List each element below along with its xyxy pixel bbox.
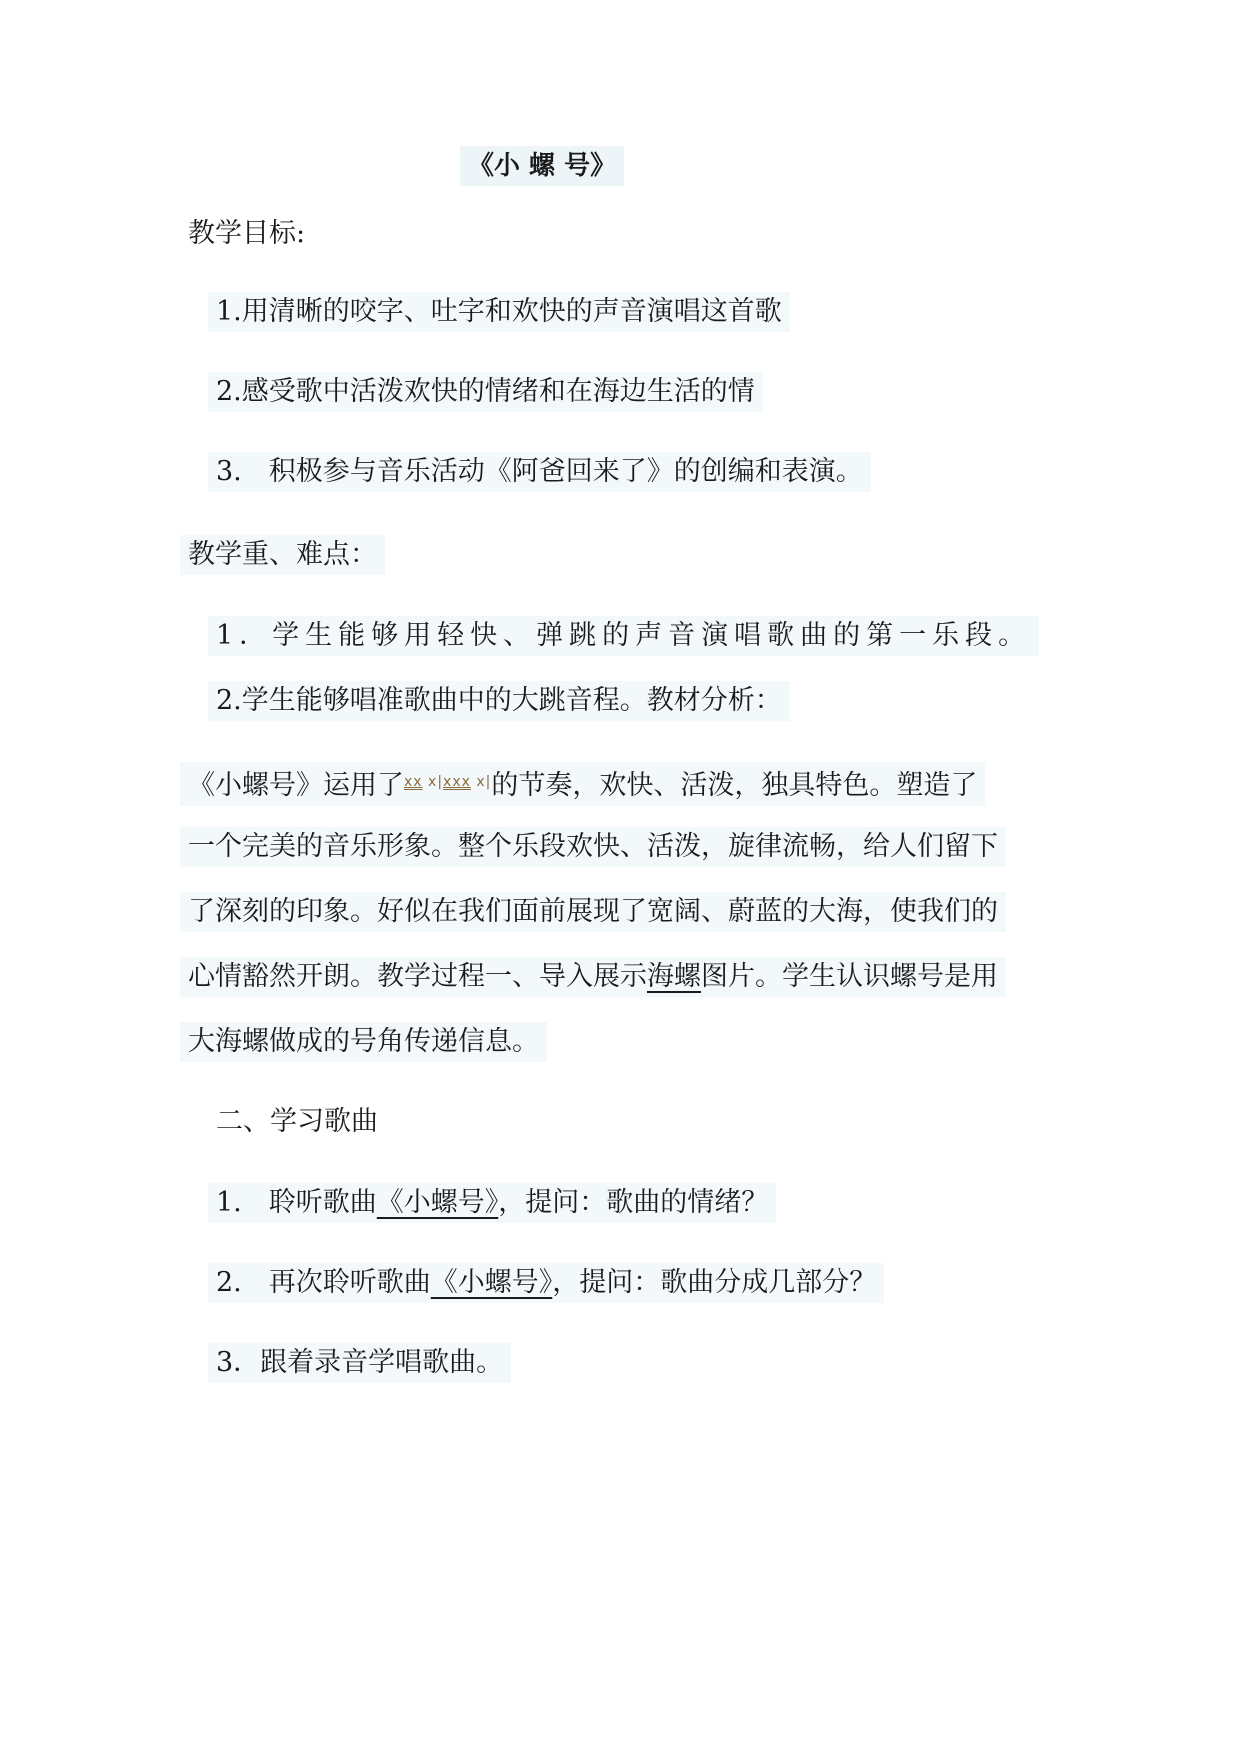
step-text: 1. 聆听歌曲 — [216, 1187, 377, 1218]
analysis-text: 的节奏，欢快、活泼，独具特色。塑造了 — [491, 770, 978, 801]
rhythm-notes: xxx — [443, 774, 471, 790]
analysis-line: 一个完美的音乐形象。整个乐段欢快、活泼，旋律流畅，给人们留下 — [180, 827, 1006, 867]
key-point-item: 2.学生能够唱准歌曲中的大跳音程。教材分析： — [208, 681, 790, 721]
step-item: 3．跟着录音学唱歌曲。 — [208, 1343, 511, 1383]
song-link[interactable]: 《小螺号》 — [430, 1267, 553, 1298]
step-text: 2. 再次聆听歌曲 — [216, 1267, 431, 1298]
key-point-item: 1．学生能够用轻快、弹跳的声音演唱歌曲的第一乐段。 — [208, 616, 1039, 656]
analysis-line: 大海螺做成的号角传递信息。 — [180, 1022, 547, 1062]
section2-heading: 二、学习歌曲 — [216, 1106, 378, 1137]
analysis-text: 心情豁然开朗。教学过程一、导入展示 — [188, 961, 647, 992]
song-link[interactable]: 《小螺号》 — [376, 1187, 499, 1218]
analysis-text: 《小螺号》运用了 — [188, 770, 404, 801]
step-text: ，提问：歌曲的情绪？ — [498, 1187, 769, 1218]
objective-item: 3. 积极参与音乐活动《阿爸回来了》的创编和表演。 — [208, 452, 871, 492]
rhythm-notes: x| — [476, 774, 492, 790]
document-title: 《小 螺 号》 — [460, 146, 624, 186]
objectives-heading: 教学目标: — [188, 218, 306, 249]
rhythm-notation — [404, 774, 491, 790]
objective-item: 2.感受歌中活泼欢快的情绪和在海边生活的情 — [208, 372, 763, 412]
analysis-text: 图片。学生认识螺号是用 — [701, 961, 998, 992]
conch-link[interactable]: 海螺 — [647, 961, 701, 992]
analysis-line: 了深刻的印象。好似在我们面前展现了宽阔、蔚蓝的大海，使我们的 — [180, 892, 1006, 932]
objective-item: 1.用清晰的咬字、吐字和欢快的声音演唱这首歌 — [208, 292, 790, 332]
step-text: ，提问：歌曲分成几部分？ — [552, 1267, 877, 1298]
key-points-heading: 教学重、难点： — [180, 535, 385, 575]
step-item — [208, 1183, 776, 1223]
step-item — [208, 1263, 884, 1303]
rhythm-notes: xx — [404, 774, 423, 790]
rhythm-notes: x| — [428, 774, 444, 790]
analysis-line — [180, 957, 1006, 997]
analysis-line — [180, 762, 985, 806]
